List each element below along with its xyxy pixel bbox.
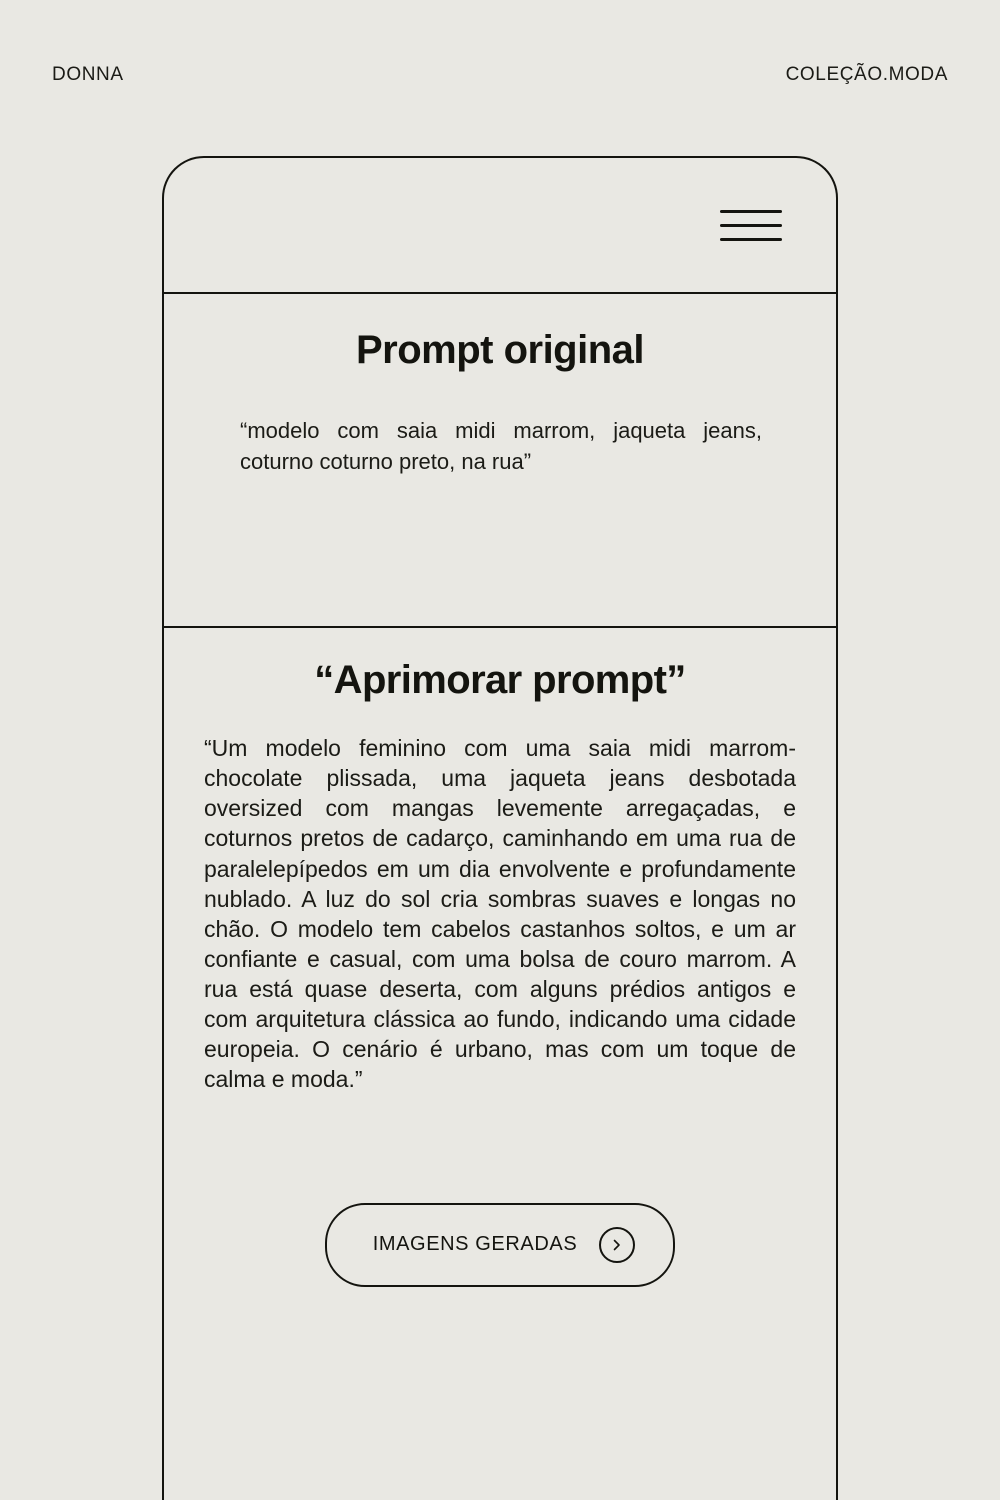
original-prompt-text: “modelo com saia midi marrom, jaqueta jeans, coturno coturno preto, na rua” xyxy=(240,418,762,475)
arrow-right-circle-icon xyxy=(599,1227,635,1263)
hamburger-line xyxy=(720,210,782,213)
brand-name-right: COLEÇÃO.MODA xyxy=(785,64,948,85)
original-prompt-section xyxy=(164,294,836,628)
phone-mockup xyxy=(162,156,838,1500)
enhanced-prompt-text: “Um modelo feminino com uma saia midi marrom-chocolate plissada, uma jaqueta jeans desbotada oversized com mangas levemente arregaçadas, e coturnos pretos de cadarço, caminhando em uma rua de paralelepípedos em um dia envolvente e profundamente nublado. A luz do sol cria sombras suaves e longas no chão. O modelo tem cabelos castanhos soltos, e um ar confiante e casual, com uma bolsa de couro marrom. A rua está quase deserta, com alguns prédios antigos e com arquitetura clássica ao fundo, indicando uma cidade europeia. O cenário é urbano, mas com um toque de calma e moda.” xyxy=(204,735,796,1093)
hamburger-line xyxy=(720,224,782,227)
enhanced-prompt-section xyxy=(164,628,836,1287)
page-header xyxy=(0,0,1000,150)
hamburger-line xyxy=(720,238,782,241)
original-prompt-title: Prompt original xyxy=(355,328,645,372)
phone-top-bar xyxy=(164,158,836,294)
hamburger-menu-icon[interactable] xyxy=(720,210,782,241)
imagens-geradas-button[interactable] xyxy=(325,1203,676,1287)
cta-container xyxy=(202,1203,798,1287)
enhanced-prompt-title: “Aprimorar prompt” xyxy=(314,658,686,702)
brand-name-left: DONNA xyxy=(52,64,124,85)
cta-label: IMAGENS GERADAS xyxy=(372,1233,578,1255)
